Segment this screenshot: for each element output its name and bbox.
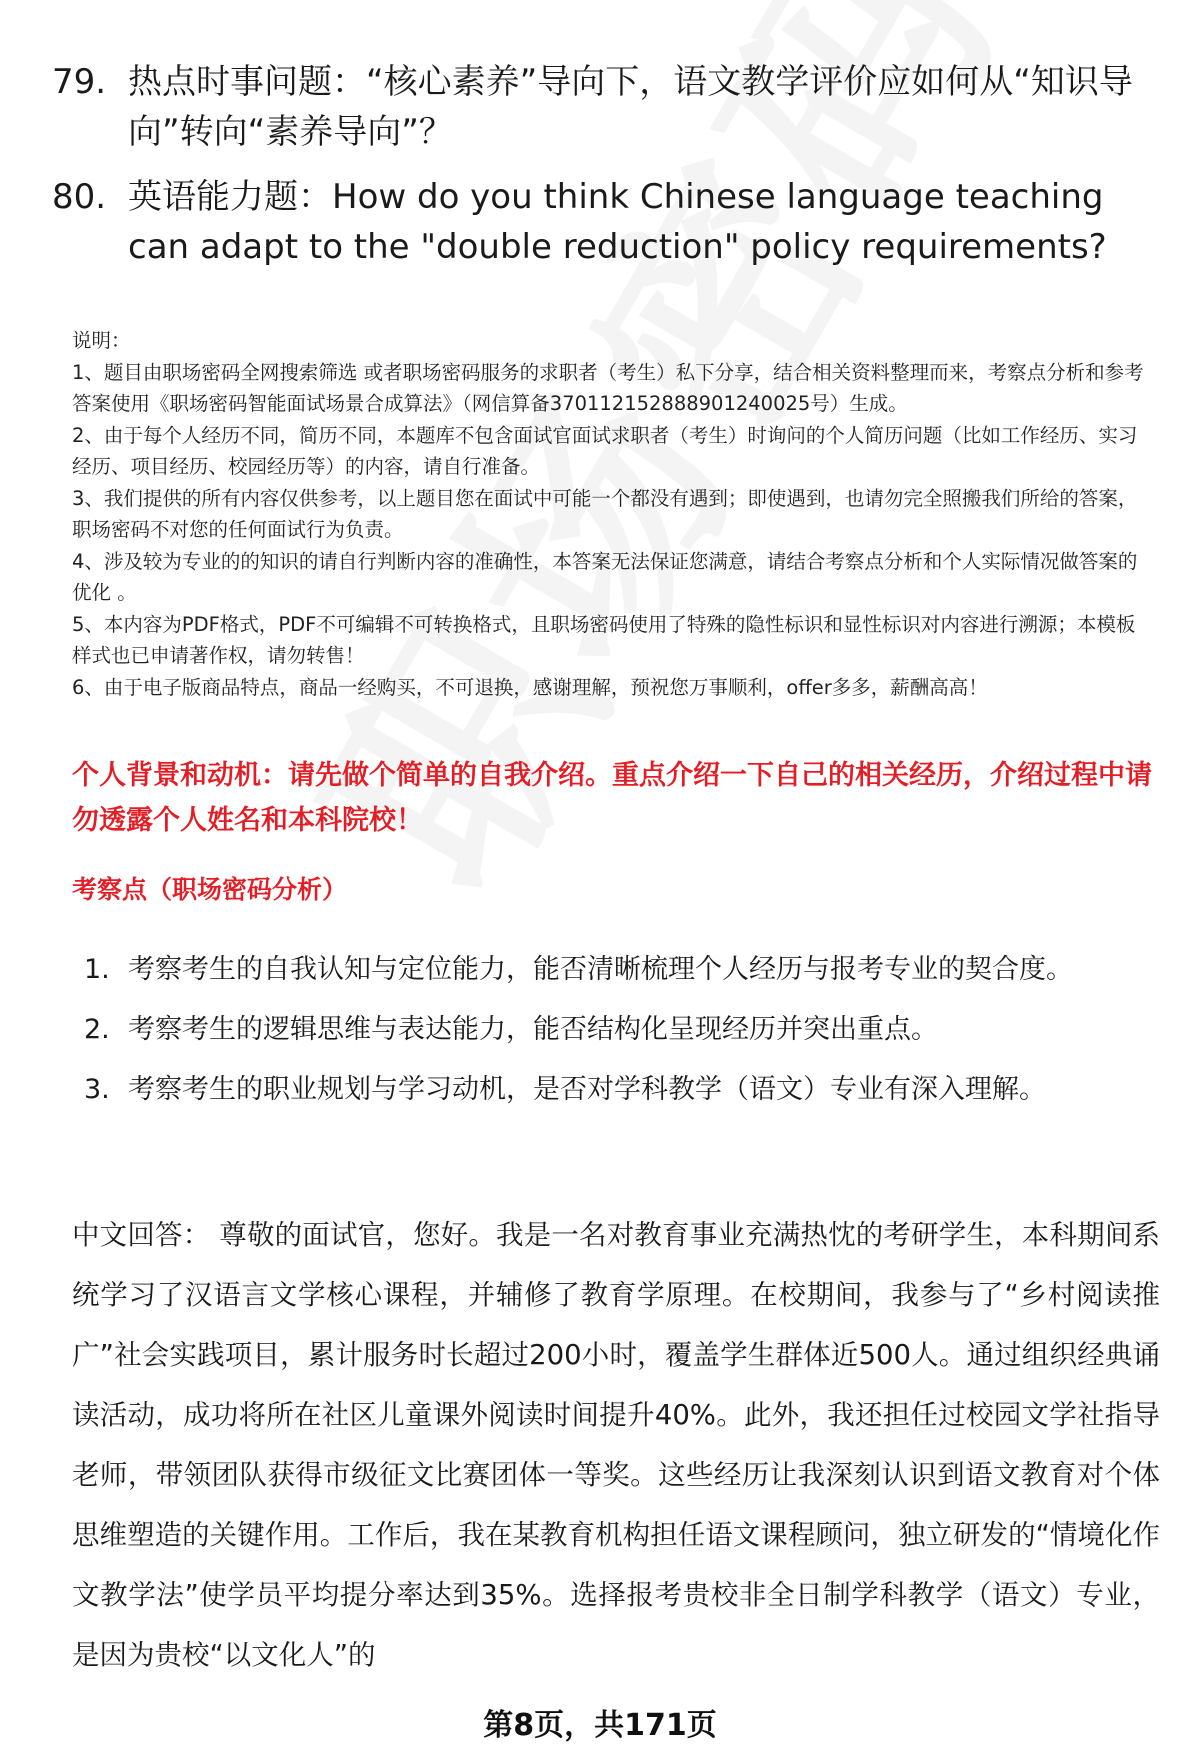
notes-section — [72, 325, 1152, 703]
point-number: 3. — [84, 1074, 110, 1105]
question-80 — [52, 172, 1162, 272]
analysis-point — [84, 1000, 1144, 1060]
note-item: 6、由于电子版商品特点，商品一经购买，不可退换，感谢理解，预祝您万事顺利，offer多多，薪酬高高！ — [72, 675, 988, 699]
analysis-title: 考察点（职场密码分析） — [72, 875, 348, 904]
point-number: 2. — [84, 1014, 110, 1045]
note-item: 3、我们提供的所有内容仅供参考，以上题目您在面试中可能一个都没有遇到；即使遇到，也请勿完全照搬我们所给的答案，职场密码不对您的任何面试行为负责。 — [72, 486, 1138, 541]
note-item: 5、本内容为PDF格式，PDF不可编辑不可转换格式，且职场密码使用了特殊的隐性标识和显性标识对内容进行溯源；本模板样式也已申请著作权，请勿转售！ — [72, 612, 1136, 667]
note-item: 2、由于每个人经历不同，简历不同，本题库不包含面试官面试求职者（考生）时询问的个人简历问题（比如工作经历、实习经历、项目经历、校园经历等）的内容，请自行准备。 — [72, 423, 1138, 478]
question-text: 英语能力题：How do you think Chinese language teaching can adapt to the "double reduction" policy requirements? — [128, 177, 1107, 267]
notes-title: 说明： — [72, 329, 131, 352]
point-text: 考察考生的自我认知与定位能力，能否清晰梳理个人经历与报考专业的契合度。 — [128, 954, 1073, 985]
question-number: 80. — [52, 177, 107, 217]
question-number: 79. — [52, 62, 107, 102]
question-79 — [52, 57, 1162, 157]
answer-text: 中文回答： 尊敬的面试官，您好。我是一名对教育事业充满热忱的考研学生，本科期间系统学习了汉语言文学核心课程，并辅修了教育学原理。在校期间，我参与了“乡村阅读推广”社会实践项目，累计服务时长超过200小时，覆盖学生群体近500人。通过组织经典诵读活动，成功将所在社区儿童课外阅读时间提升40%。此外，我还担任过校园文学社指导老师，带领团队获得市级征文比赛团体一等奖。这些经历让我深刻认识到语文教育对个体思维塑造的关键作用。工作后，我在某教育机构担任语文课程顾问，独立研发的“情境化作文教学法”使学员平均提分率达到35%。选择报考贵校非全日制学科教学（语文）专业，是因为贵校“以文化人”的 — [72, 1219, 1160, 1671]
analysis-point — [84, 940, 1144, 1000]
note-item: 1、题目由职场密码全网搜索筛选 或者职场密码服务的求职者（考生）私下分享，结合相关资料整理而来，考察点分析和参考答案使用《职场密码智能面试场景合成算法》（网信算备370112152888901240025号）生成。 — [72, 360, 1144, 415]
point-number: 1. — [84, 954, 110, 985]
note-item: 4、涉及较为专业的的知识的请自行判断内容的准确性，本答案无法保证您满意，请结合考察点分析和个人实际情况做答案的优化 。 — [72, 549, 1138, 604]
analysis-point — [84, 1060, 1144, 1120]
point-text: 考察考生的职业规划与学习动机，是否对学科教学（语文）专业有深入理解。 — [128, 1074, 1046, 1105]
interview-question: 个人背景和动机：请先做个简单的自我介绍。重点介绍一下自己的相关经历，介绍过程中请勿透露个人姓名和本科院校！ — [72, 760, 1152, 836]
analysis-points — [84, 940, 1144, 1120]
question-text: 热点时事问题：“核心素养”导向下，语文教学评价应如何从“知识导向”转向“素养导向”？ — [128, 62, 1133, 152]
point-text: 考察考生的逻辑思维与表达能力，能否结构化呈现经历并突出重点。 — [128, 1014, 938, 1045]
page-number: 第8页，共171页 — [483, 1708, 717, 1743]
